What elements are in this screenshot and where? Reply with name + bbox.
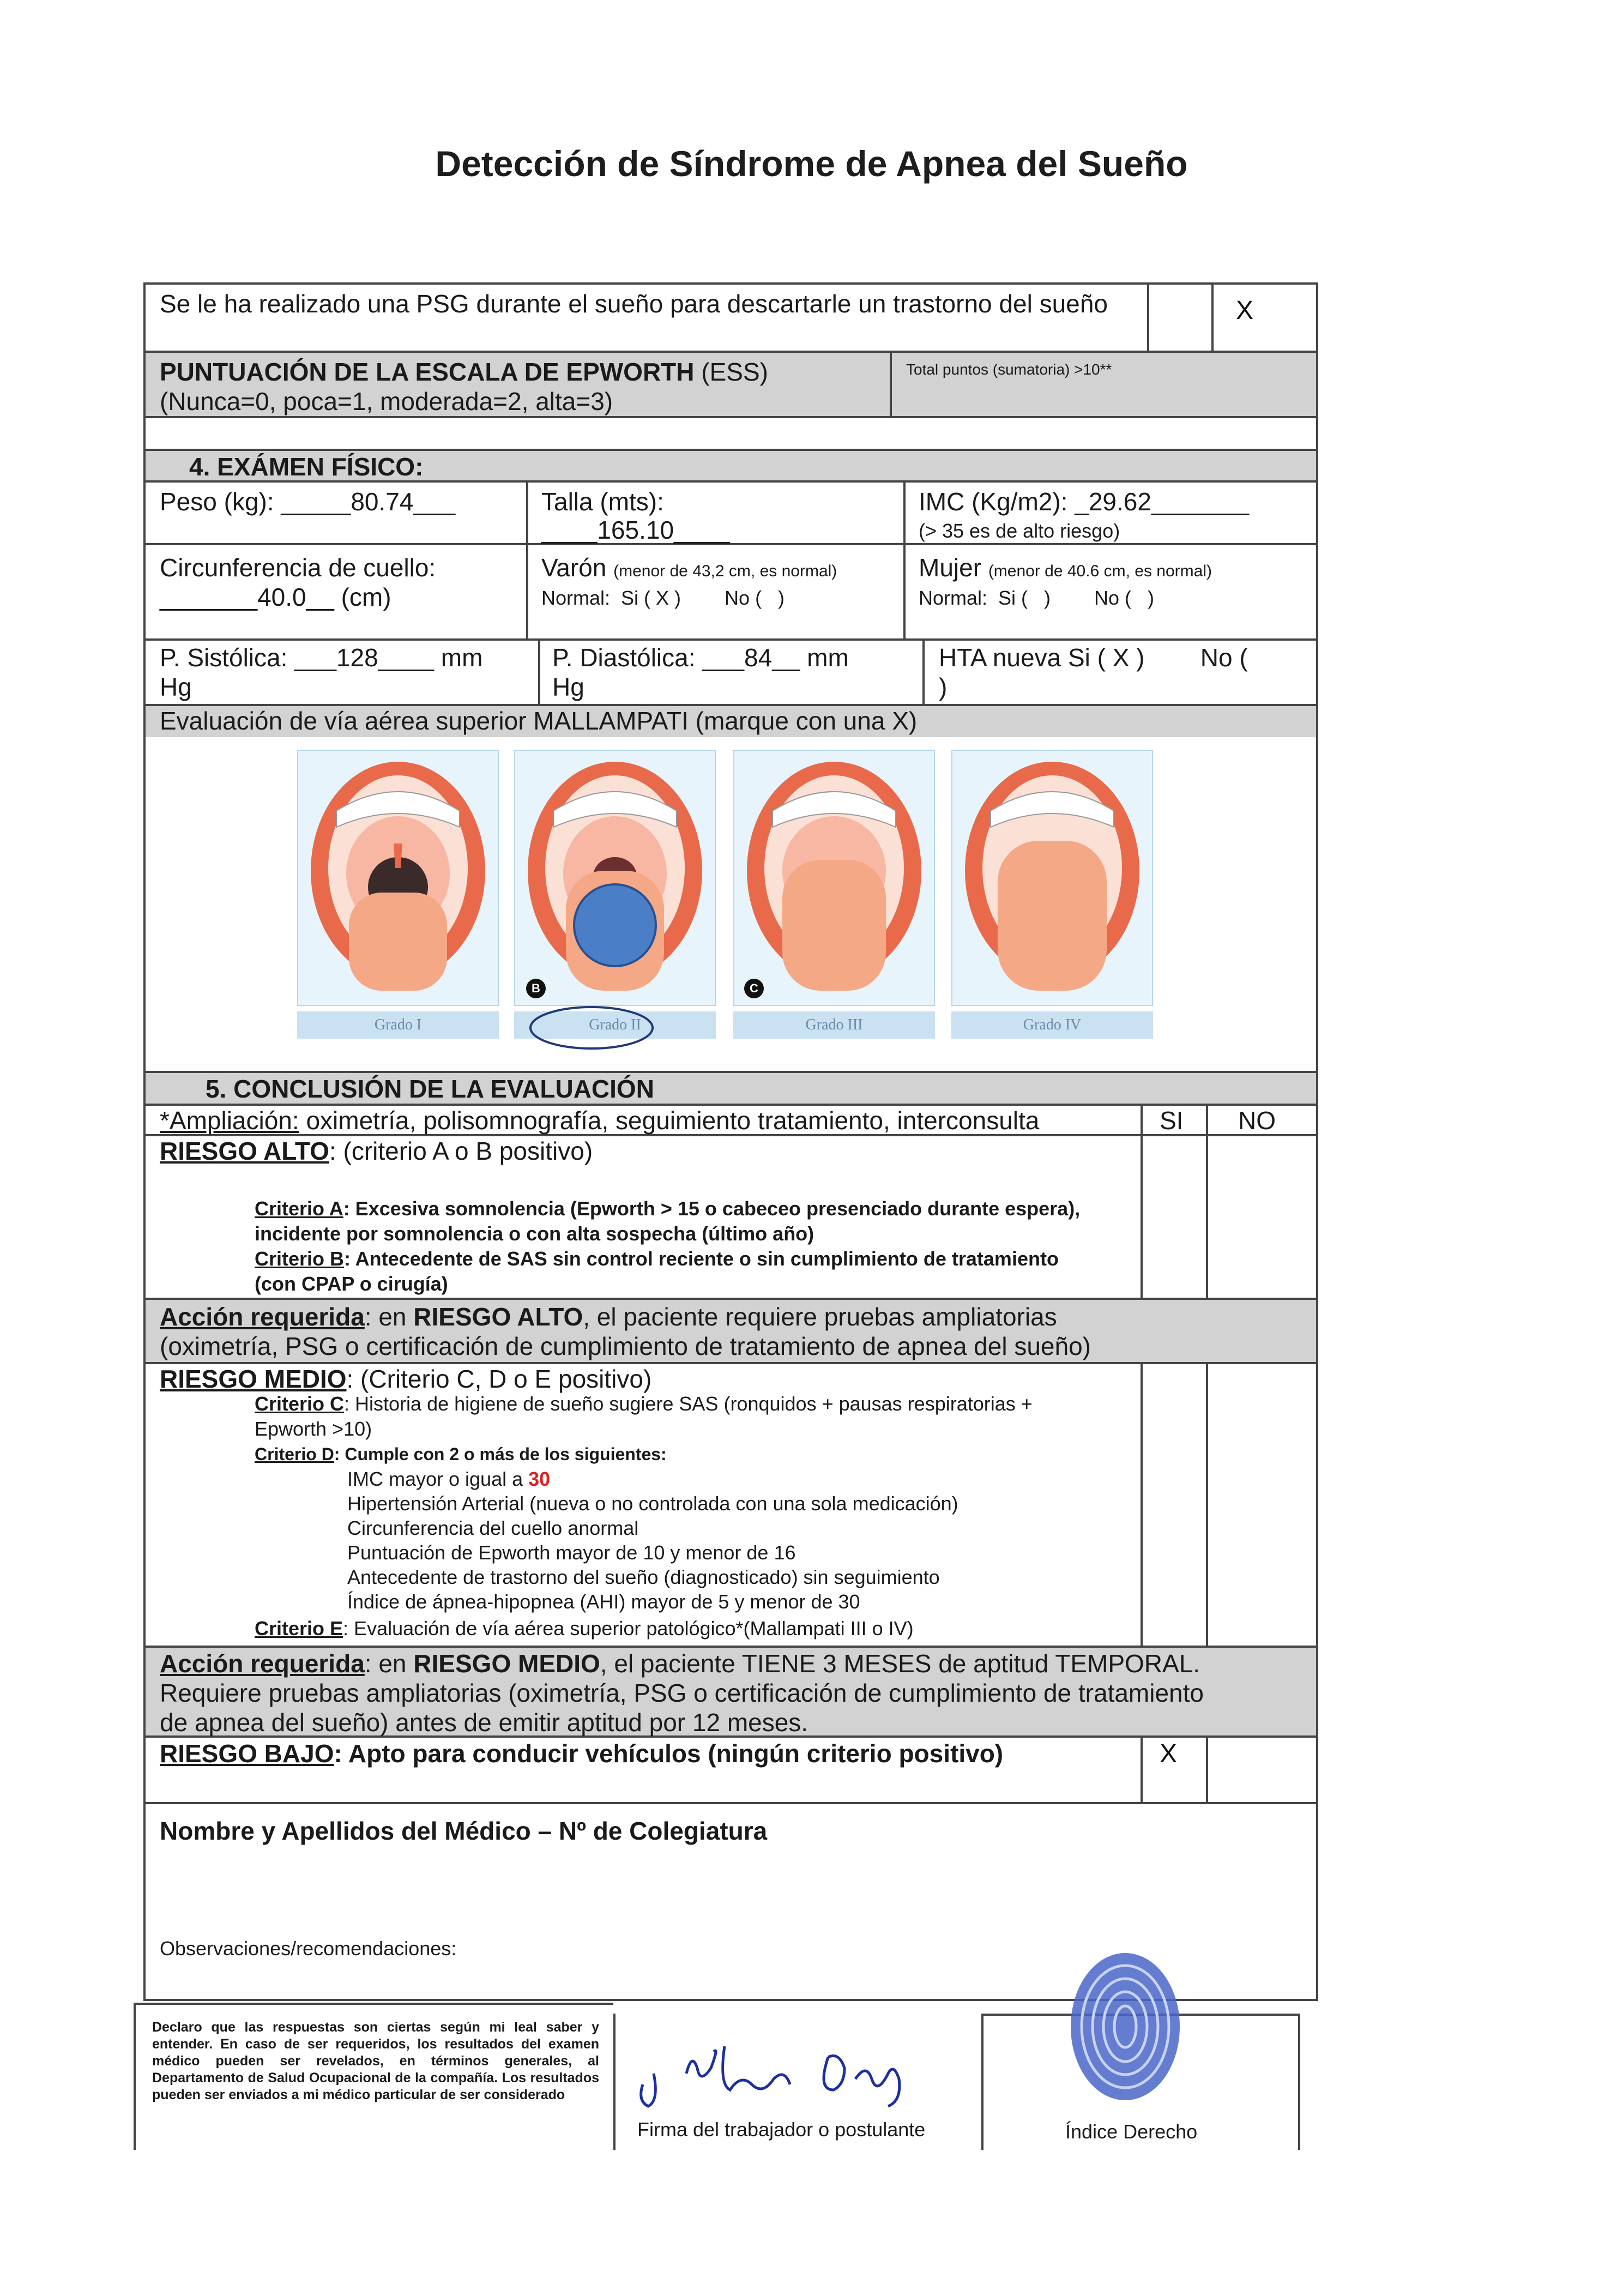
mallampati-panel-4[interactable] xyxy=(951,750,1153,1006)
diastolica-unit: Hg xyxy=(552,673,584,701)
accion-alto-text: Acción requerida: en RIESGO ALTO, el paciente requiere pruebas ampliatorias (oximetría, PSG o certificación de cumplimiento de tratamiento de apnea del sueño) xyxy=(160,1303,1091,1360)
mallampati-panel-1[interactable] xyxy=(297,750,499,1006)
imc-note: (> 35 es de alto riesgo) xyxy=(919,520,1120,542)
riesgo-medio-row xyxy=(146,1364,1316,1648)
accion-medio-text: Acción requerida: en RIESGO MEDIO, el paciente TIENE 3 MESES de aptitud TEMPORAL. Requiere pruebas ampliatorias (oximetría, PSG o certificación de cumplimiento de tratamiento de apnea del sueño) antes de emitir aptitud por 12 meses. xyxy=(160,1649,1204,1737)
epworth-row xyxy=(146,353,1316,418)
accion-alto-row xyxy=(146,1300,1316,1364)
criterio-a: Criterio A: Excesiva somnolencia (Epworth > 15 o cabeceo presenciado durante espera), incidente por somnolencia o con alta sospecha (último año) xyxy=(255,1197,1081,1245)
badge-b: B xyxy=(526,979,546,998)
riesgo-alto-row xyxy=(146,1136,1316,1300)
criterio-c: Criterio C: Historia de higiene de sueño sugiere SAS (ronquidos + pausas respiratorias + Epworth >10) xyxy=(255,1393,1033,1440)
firma-label: Firma del trabajador o postulante xyxy=(637,2118,926,2141)
varon-label: Varón (menor de 43,2 cm, es normal) xyxy=(541,553,837,582)
epworth-heading: PUNTUACIÓN DE LA ESCALA DE EPWORTH (ESS) xyxy=(160,358,768,386)
exam-row-1 xyxy=(146,483,1316,545)
mallampati-heading: Evaluación de vía aérea superior MALLAMPATI (marque con una X) xyxy=(160,707,918,735)
criterio-d-item: IMC mayor o igual a 30 xyxy=(347,1468,551,1490)
criterio-e: Criterio E: Evaluación de vía aérea superior patológico*(Mallampati III o IV) xyxy=(255,1617,914,1640)
riesgo-bajo-row xyxy=(146,1738,1316,1804)
cuello-label: Circunferencia de cuello: xyxy=(160,553,436,582)
page-title: Detección de Síndrome de Apnea del Sueño xyxy=(435,143,1188,184)
psg-mark[interactable]: X xyxy=(1236,296,1254,325)
medico-label: Nombre y Apellidos del Médico – Nº de Colegiatura xyxy=(160,1817,768,1845)
mallampati-heading-row xyxy=(146,706,1316,737)
fingerprint-box[interactable] xyxy=(981,2014,1300,2150)
hta-field[interactable]: HTA nueva Si ( X ) No ( xyxy=(939,643,1248,672)
sistolica-unit: Hg xyxy=(160,673,192,701)
exam-heading-row xyxy=(146,451,1316,483)
exam-row-3 xyxy=(146,641,1316,706)
mujer-normal[interactable]: Normal: Si ( ) No ( ) xyxy=(919,587,1155,609)
talla-value: ____165.10____ xyxy=(541,516,730,544)
criterio-d-item: Antecedente de trastorno del sueño (diagnosticado) sin seguimiento xyxy=(347,1566,940,1588)
grade-label-1: Grado I xyxy=(297,1011,499,1039)
no-header: NO xyxy=(1238,1106,1276,1135)
exam-heading: 4. EXÁMEN FÍSICO: xyxy=(189,453,424,481)
psg-question: Se le ha realizado una PSG durante el sueño para descartarle un trastorno del sueño xyxy=(160,290,1108,318)
criterio-d: Criterio D: Cumple con 2 o más de los siguientes: xyxy=(255,1444,667,1464)
mallampati-panel-3[interactable] xyxy=(733,750,935,1006)
fingerprint-icon xyxy=(1060,1945,1191,2108)
grade-label-2: Grado II xyxy=(514,1011,716,1039)
criterio-d-item: Circunferencia del cuello anormal xyxy=(347,1517,639,1539)
criterio-b: Criterio B: Antecedente de SAS sin control reciente o sin cumplimiento de tratamiento (con CPAP o cirugía) xyxy=(255,1248,1059,1295)
talla-label: Talla (mts): xyxy=(541,487,664,516)
conclusion-heading-row xyxy=(146,1073,1316,1106)
diastolica-field: P. Diastólica: ___84__ mm xyxy=(552,643,849,672)
criterio-d-list xyxy=(347,1467,958,1614)
badge-c: C xyxy=(744,979,764,998)
riesgo-medio-label: RIESGO MEDIO: (Criterio C, D o E positivo) xyxy=(160,1365,652,1393)
varon-normal[interactable]: Normal: Si ( X ) No ( ) xyxy=(541,587,785,609)
mujer-label: Mujer (menor de 40.6 cm, es normal) xyxy=(919,553,1212,582)
criterio-d-item: Índice de ápnea-hipopnea (AHI) mayor de 5 y menor de 30 xyxy=(347,1590,860,1613)
grade-label-3: Grado III xyxy=(733,1011,935,1039)
riesgo-bajo-mark[interactable]: X xyxy=(1160,1739,1178,1768)
accion-medio-row xyxy=(146,1648,1316,1738)
mallampati-panel-2[interactable] xyxy=(514,750,716,1006)
epworth-total-row[interactable] xyxy=(146,418,1316,451)
evaluation-table xyxy=(143,282,1318,735)
riesgo-alto-label: RIESGO ALTO: (criterio A o B positivo) xyxy=(160,1137,593,1165)
epworth-total-label: Total puntos (sumatoria) >10** xyxy=(906,361,1112,378)
mallampati-illustrations xyxy=(297,750,1153,1055)
ampliacion-text: *Ampliación: oximetría, polisomnografía, seguimiento tratamiento, interconsulta xyxy=(160,1106,1040,1135)
conclusion-table xyxy=(143,1071,1318,2001)
declaration-box xyxy=(134,2003,613,2150)
signature-box[interactable] xyxy=(613,2014,981,2150)
imc-field: IMC (Kg/m2): _29.62_______ xyxy=(919,487,1250,516)
grade-selection-circle xyxy=(526,1003,657,1052)
ampliacion-row xyxy=(146,1106,1316,1136)
declaration-text: Declaro que las respuestas son ciertas según mi leal saber y entender. En caso de ser requeridos, los resultados del examen médico pueden ser revelados, en términos generales, al Departamento de Salud Ocupacional de la compañía. Los resultados pueden ser enviados a mi médico particular de ser considerado xyxy=(152,2020,599,2102)
peso-field: Peso (kg): _____80.74___ xyxy=(160,487,456,516)
psg-row xyxy=(146,285,1316,353)
conclusion-heading: 5. CONCLUSIÓN DE LA EVALUACIÓN xyxy=(206,1075,654,1103)
sistolica-field: P. Sistólica: ___128____ mm xyxy=(160,643,483,672)
observaciones-label[interactable]: Observaciones/recomendaciones: xyxy=(160,1937,457,1960)
exam-row-2 xyxy=(146,545,1316,641)
indice-label: Índice Derecho xyxy=(1065,2120,1198,2143)
riesgo-bajo-text: RIESGO BAJO: Apto para conducir vehículos (ningún criterio positivo) xyxy=(160,1739,1004,1768)
cuello-value: _______40.0__ (cm) xyxy=(160,583,391,611)
criterio-d-item: Puntuación de Epworth mayor de 10 y menor de 16 xyxy=(347,1541,796,1564)
epworth-scale: (Nunca=0, poca=1, moderada=2, alta=3) xyxy=(160,387,613,415)
hta-close: ) xyxy=(939,673,948,701)
grade-label-4: Grado IV xyxy=(951,1011,1153,1039)
signature-icon xyxy=(626,2024,964,2117)
criterio-d-item: Hipertensión Arterial (nueva o no controlada con una sola medicación) xyxy=(347,1492,958,1515)
si-header: SI xyxy=(1160,1106,1184,1135)
